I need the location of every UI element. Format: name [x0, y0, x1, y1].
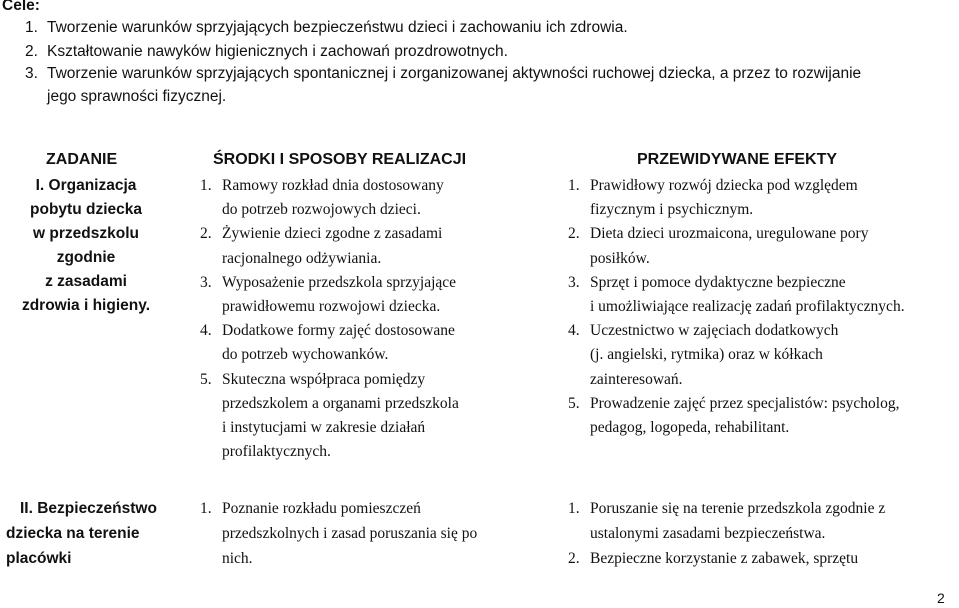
task-line: dziecka na terenie [6, 525, 140, 542]
goal-text: Tworzenie warunków sprzyjających bezpieczeństwu dzieci i zachowaniu ich zdrowia. [47, 19, 628, 36]
task-1 [2, 174, 170, 318]
item-text: Ramowy rozkład dnia dostosowany [222, 177, 444, 194]
item-text: Sprzęt i pomoce dydaktyczne bezpieczne [590, 273, 846, 291]
effect-item-4 [568, 319, 905, 343]
item-text: Żywienie dzieci zgodne z zasadami [222, 225, 443, 243]
item-text: ustalonymi zasadami bezpieczeństwa. [590, 525, 826, 542]
effect-item-3 [568, 271, 905, 295]
effect-item-1 [568, 174, 905, 198]
item-text: nich. [222, 550, 253, 567]
effect-item-2 [568, 222, 905, 246]
item-number: 5. [568, 394, 580, 412]
task-line: placówki [6, 550, 72, 567]
effect-item-1 [568, 496, 885, 521]
task-line: zdrowia i higieny. [21, 297, 151, 314]
goal-item-1 [25, 16, 628, 40]
means-list-1 [200, 174, 459, 464]
means-item-5 [200, 368, 459, 392]
item-text: do potrzeb rozwojowych dzieci. [222, 201, 421, 219]
item-text: przedszkolem a organami przedszkola [222, 394, 459, 412]
means-item-1 [200, 496, 477, 521]
item-text: Prawidłowy rozwój dziecka pod względem [590, 177, 858, 194]
task-line: w przedszkolu [33, 225, 139, 242]
header-task: ZADANIE [46, 151, 118, 168]
item-text: (j. angielski, rytmika) oraz w kółkach [590, 346, 823, 364]
goal-text: Tworzenie warunków sprzyjających spontanicznej i zorganizowanej aktywności ruchowej dziecka, a przez to rozwijanie [47, 65, 862, 82]
task-2 [6, 496, 157, 571]
means-item-4 [200, 319, 459, 343]
item-text: Prowadzenie zajęć przez specjalistów: psycholog, [590, 394, 900, 412]
item-number: 2. [568, 225, 580, 243]
item-text: i umożliwiające realizację zadań profilaktycznych. [590, 298, 905, 316]
task-line: z zasadami [45, 273, 127, 290]
item-text: pedagog, logopeda, rehabilitant. [590, 419, 790, 437]
goal-item-2 [25, 40, 508, 64]
item-text: Wyposażenie przedszkola sprzyjające [222, 273, 457, 291]
goal-number: 3. [25, 65, 38, 82]
task-line: zgodnie [56, 249, 116, 266]
goals-heading: Cele: [2, 0, 40, 14]
goal-number: 1. [25, 19, 38, 36]
goal-number: 2. [25, 43, 38, 60]
goal-item-3 [25, 62, 861, 86]
task-line: pobytu dziecka [30, 201, 142, 218]
item-number: 4. [200, 322, 212, 340]
header-effects: PRZEWIDYWANE EFEKTY [637, 151, 838, 168]
effects-list-2 [568, 496, 885, 571]
means-item-2 [200, 222, 459, 246]
item-text: Uczestnictwo w zajęciach dodatkowych [590, 322, 839, 340]
item-number: 3. [200, 273, 212, 291]
item-text: i instytucjami w zakresie działań [222, 419, 426, 437]
item-text: prawidłowemu rozwojowi dziecka. [222, 298, 441, 316]
item-text: Bezpieczne korzystanie z zabawek, sprzętu [590, 550, 859, 567]
means-list-2 [200, 496, 477, 571]
item-text: Skuteczna współpraca pomiędzy [222, 370, 426, 388]
item-text: racjonalnego odżywiania. [222, 249, 382, 267]
item-number: 1. [200, 177, 212, 194]
effect-item-5 [568, 392, 905, 416]
item-number: 2. [568, 550, 580, 567]
header-means: ŚRODKI I SPOSOBY REALIZACJI [213, 151, 467, 168]
means-item-3 [200, 271, 459, 295]
effects-list-1 [568, 174, 905, 440]
item-number: 4. [568, 322, 580, 340]
item-number: 1. [568, 177, 580, 194]
item-text: profilaktycznych. [222, 443, 331, 461]
goal-text: Kształtowanie nawyków higienicznych i zachowań prozdrowotnych. [47, 43, 508, 60]
page-number: 2 [937, 590, 945, 606]
item-text: Dieta dzieci urozmaicona, uregulowane pory [590, 225, 869, 243]
item-text: zainteresowań. [590, 370, 683, 388]
goal-item-3-continued: jego sprawności fizycznej. [47, 88, 227, 105]
task-line: I. Organizacja [35, 177, 137, 194]
item-text: fizycznym i psychicznym. [590, 201, 754, 219]
item-text: Poruszanie się na terenie przedszkola zgodnie z [590, 500, 886, 517]
item-number: 5. [200, 370, 212, 388]
item-number: 1. [568, 500, 580, 517]
item-text: przedszkolnych i zasad poruszania się po [222, 525, 478, 542]
means-item-1 [200, 174, 459, 198]
item-text: do potrzeb wychowanków. [222, 346, 389, 364]
task-line: II. Bezpieczeństwo [20, 500, 157, 517]
item-number: 2. [200, 225, 212, 243]
item-number: 3. [568, 273, 580, 291]
item-number: 1. [200, 500, 212, 517]
item-text: Poznanie rozkładu pomieszczeń [222, 500, 421, 517]
item-text: Dodatkowe formy zajęć dostosowane [222, 322, 455, 340]
effect-item-2 [568, 546, 885, 571]
item-text: posiłków. [590, 249, 650, 267]
